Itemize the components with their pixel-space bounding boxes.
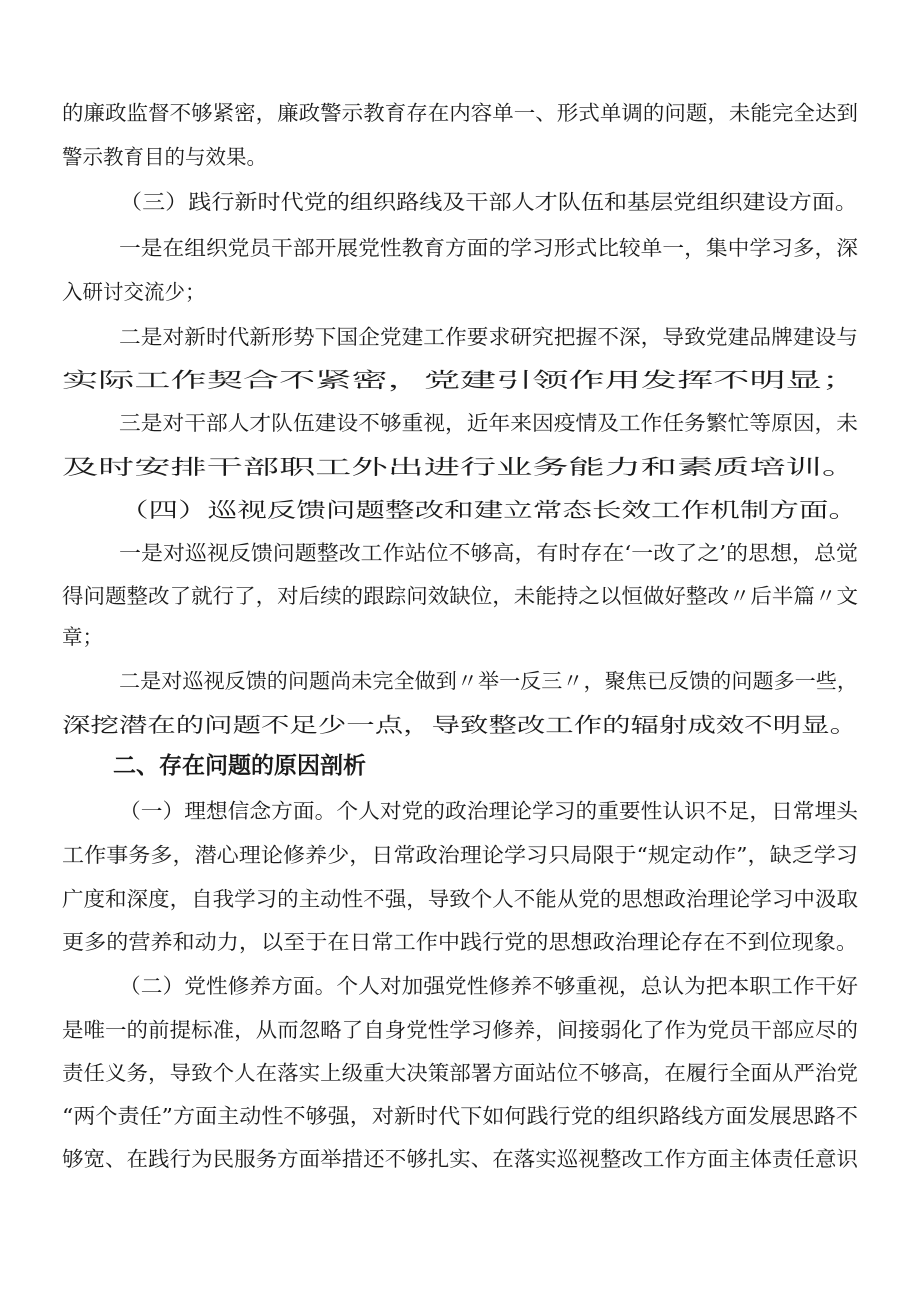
paragraph-line <box>0 401 920 445</box>
paragraph-line <box>0 920 920 964</box>
paragraph-line <box>0 1094 920 1138</box>
line-text: 深挖潜在的问题不足少一点，导致整改工作的辐射成效不明显。 <box>62 713 859 737</box>
paragraph-line <box>0 488 920 532</box>
paragraph-line <box>0 877 920 921</box>
line-text: （二）党性修养方面。个人对加强党性修养不够重视，总认为把本职工作干好 <box>119 974 859 998</box>
line-text: （四）巡视反馈问题整改和建立常态长效工作机制方面。 <box>119 498 859 522</box>
line-text: 一是在组织党员干部开展党性教育方面的学习形式比较单一，集中学习多，深 <box>119 236 859 260</box>
section-heading: 二、存在问题的原因剖析 <box>113 753 366 779</box>
line-text: “两个责任”方面主动性不够强，对新时代下如何践行党的组织路线方面发展思路不 <box>62 1104 858 1128</box>
paragraph-line <box>0 91 920 135</box>
line-text: 更多的营养和动力，以至于在日常工作中践行党的思想政治理论存在不到位现象。 <box>62 930 859 954</box>
line-text: 实际工作契合不紧密，党建引领作用发挥不明显； <box>62 368 859 392</box>
paragraph-line <box>0 615 920 659</box>
line-text: 一是对巡视反馈问题整改工作站位不够高，有时存在‘一改了之’的思想，总觉 <box>119 541 858 565</box>
line-text: 责任义务，导致个人在落实上级重大决策部署方面站位不够高，在履行全面从严治党 <box>62 1061 858 1085</box>
line-text: 是唯一的前提标准，从而忽略了自身党性学习修养，间接弱化了作为党员干部应尽的 <box>62 1018 858 1042</box>
paragraph-line <box>0 574 920 618</box>
paragraph-line <box>0 135 920 179</box>
line-text: 广度和深度，自我学习的主动性不强，导致个人不能从党的思想政治理论学习中汲取 <box>62 887 858 911</box>
paragraph-line <box>0 1008 920 1052</box>
paragraph-line <box>0 358 920 402</box>
line-text: 够宽、在践行为民服务方面举措还不够扎实、在落实巡视整改工作方面主体责任意识 <box>62 1147 858 1171</box>
line-text: 三是对干部人才队伍建设不够重视，近年来因疫情及工作任务繁忙等原因，未 <box>119 411 859 435</box>
line-text: 得问题整改了就行了，对后续的跟踪问效缺位，未能持之以恒做好整改〃后半篇〃文 <box>62 584 858 608</box>
paragraph-line <box>0 964 920 1008</box>
line-text: 工作事务多，潜心理论修养少，日常政治理论学习只局限于“规定动作”，缺乏学习 <box>62 843 858 867</box>
line-text: 章； <box>62 625 103 649</box>
paragraph-line <box>0 315 920 359</box>
paragraph-line <box>0 180 920 224</box>
line-text: （一）理想信念方面。个人对党的政治理论学习的重要性认识不足，日常埋头 <box>119 799 859 823</box>
line-text: 入研讨交流少； <box>62 280 206 304</box>
paragraph-line <box>0 1137 920 1181</box>
line-text: （三）践行新时代党的组织路线及干部人才队伍和基层党组织建设方面。 <box>119 190 858 214</box>
paragraph-line <box>0 659 920 703</box>
paragraph-line <box>0 270 920 314</box>
line-text: 及时安排干部职工外出进行业务能力和素质培训。 <box>62 455 859 479</box>
paragraph-line <box>0 789 920 833</box>
paragraph-line <box>0 226 920 270</box>
paragraph-line <box>0 1051 920 1095</box>
line-text: 的廉政监督不够紧密，廉政警示教育存在内容单一、形式单调的问题，未能完全达到 <box>62 101 858 125</box>
line-text: 警示教育目的与效果。 <box>62 145 267 169</box>
paragraph-line <box>0 833 920 877</box>
paragraph-line <box>0 703 920 747</box>
paragraph-line <box>0 531 920 575</box>
paragraph-line <box>0 445 920 489</box>
line-text: 二是对新时代新形势下国企党建工作要求研究把握不深，导致党建品牌建设与 <box>119 325 859 349</box>
line-text: 二是对巡视反馈的问题尚未完全做到〃举一反三〃，聚焦已反馈的问题多一些， <box>119 669 859 693</box>
